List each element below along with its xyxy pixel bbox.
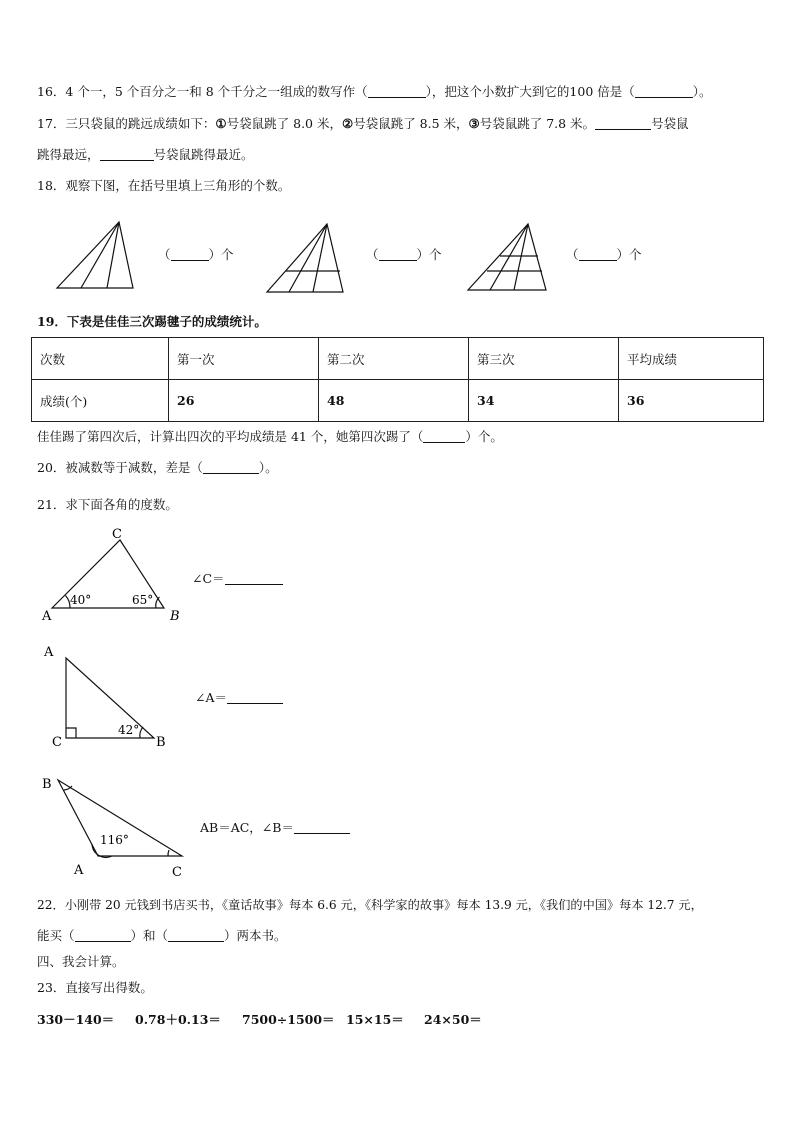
q16-blank-1[interactable] (368, 85, 426, 98)
t1-answer-label: ∠C＝ (192, 571, 225, 586)
t3-answer-label: AB＝AC，∠B＝ (200, 820, 294, 835)
table-header-row (32, 338, 764, 380)
q19-follow-a: 佳佳踢了第四次后，计算出四次的平均成绩是 41 个，她第四次踢了（ (37, 429, 424, 444)
q18-paren-close-3: ）个 (616, 247, 642, 262)
q18-blank-3[interactable] (579, 248, 617, 261)
q18-answer-3 (566, 245, 642, 263)
q21-answer-1 (192, 569, 283, 587)
table-header-cell: 第三次 (469, 338, 619, 380)
q20-text-a: 20．被减数等于减数，差是（ (37, 460, 203, 475)
q23-calculations (37, 1011, 754, 1029)
table-cell: 26 (169, 380, 319, 422)
t1-label-c: C (112, 527, 122, 542)
calc-item: 7500÷1500＝ (242, 1012, 335, 1027)
t2-label-a: A (44, 645, 54, 660)
question-17-line-1 (37, 115, 754, 133)
table-cell: 34 (469, 380, 619, 422)
q17-line2-b: 号袋鼠跳得最近。 (153, 147, 254, 162)
question-21-title: 21．求下面各角的度数。 (37, 497, 178, 512)
table-header-cell: 第二次 (319, 338, 469, 380)
q22-text-b: ）和（ (130, 928, 169, 943)
table-header-cell: 次数 (32, 338, 169, 380)
q18-paren-open-1: （ (158, 247, 171, 262)
q18-answer-1 (158, 245, 234, 263)
t1-label-a: A (42, 609, 52, 624)
question-19-title: 19．下表是佳佳三次踢毽子的成绩统计。 (37, 314, 267, 329)
q18-paren-open-2: （ (366, 247, 379, 262)
q18-figure-2 (265, 222, 347, 294)
question-23-title: 23．直接写出得数。 (37, 980, 153, 995)
q18-paren-close-2: ）个 (416, 247, 442, 262)
q16-text-b: ），把这个小数扩大到它的100 倍是（ (425, 84, 635, 99)
question-22-line-1: 22．小刚带 20 元钱到书店买书，《童话故事》每本 6.6 元，《科学家的故事》每本 13.9 元，《我们的中国》每本 12.7 元， (37, 898, 703, 912)
q17-circled-3: ③ (468, 116, 480, 131)
q22-blank-1[interactable] (75, 929, 131, 942)
q17-text-4: 号袋鼠 (651, 116, 689, 131)
q18-paren-close-1: ）个 (208, 247, 234, 262)
t3-answer-blank[interactable] (294, 821, 350, 834)
calc-item: 15×15＝ (346, 1012, 404, 1027)
t3-angle-a: 116° (100, 833, 129, 847)
t2-angle-b: 42° (118, 723, 140, 737)
t1-answer-blank[interactable] (225, 572, 283, 585)
q17-line2-a: 跳得最远， (37, 147, 100, 162)
q22-text-c: ）两本书。 (224, 928, 287, 943)
q16-text-c: ）。 (692, 84, 712, 99)
q17-circled-1: ① (215, 116, 227, 131)
t3-label-c: C (172, 865, 182, 880)
question-18-title: 18．观察下图，在括号里填上三角形的个数。 (37, 178, 291, 193)
table-row-label: 成绩(个) (32, 380, 169, 422)
t2-label-c: C (52, 735, 62, 750)
table-cell: 36 (619, 380, 764, 422)
q17-text-3: 号袋鼠跳了 7.8 米。 (479, 116, 596, 131)
calc-item: 0.78＋0.13＝ (135, 1012, 221, 1027)
q21-triangle-1 (38, 524, 188, 624)
table-header-cell: 第一次 (169, 338, 319, 380)
q16-text-a: 16．4 个一，5 个百分之一和 8 个千分之一组成的数写作（ (37, 84, 368, 99)
question-19-followup (37, 428, 754, 446)
q18-blank-2[interactable] (379, 248, 417, 261)
t1-angle-b: 65° (132, 593, 154, 607)
q21-triangle-3 (38, 772, 198, 882)
q17-text-2: 号袋鼠跳了 8.5 米， (353, 116, 469, 131)
t1-label-b: B (170, 609, 180, 624)
q18-blank-1[interactable] (171, 248, 209, 261)
q18-answer-2 (366, 245, 442, 263)
q22-blank-2[interactable] (168, 929, 224, 942)
question-17-line-2 (37, 146, 754, 164)
q19-blank[interactable] (423, 430, 465, 443)
q17-intro: 17．三只袋鼠的跳远成绩如下： (37, 116, 216, 131)
question-20 (37, 459, 754, 477)
q21-answer-3 (200, 818, 350, 836)
q18-figure-1 (55, 220, 135, 290)
q21-answer-2 (195, 688, 283, 706)
section-4-title: 四、我会计算。 (37, 954, 125, 969)
calc-item: 330－140＝ (37, 1012, 115, 1027)
t2-answer-blank[interactable] (227, 691, 283, 704)
table-cell: 48 (319, 380, 469, 422)
q17-blank-2[interactable] (100, 148, 154, 161)
q19-follow-b: ）个。 (465, 429, 503, 444)
q20-blank[interactable] (203, 461, 259, 474)
t3-label-a: A (74, 863, 84, 878)
t1-angle-a: 40° (70, 593, 92, 607)
calc-item: 24×50＝ (424, 1012, 482, 1027)
q17-circled-2: ② (341, 116, 354, 131)
t2-answer-label: ∠A＝ (195, 690, 228, 705)
t2-label-b: B (156, 735, 166, 750)
q17-text-1: 号袋鼠跳了 8.0 米， (226, 116, 342, 131)
q22-text-a: 能买（ (37, 928, 75, 943)
question-22-line-2 (37, 927, 754, 945)
q17-blank-1[interactable] (595, 117, 651, 130)
question-16 (37, 83, 754, 101)
q18-paren-open-3: （ (566, 247, 579, 262)
q16-blank-2[interactable] (635, 85, 693, 98)
t3-label-b: B (42, 777, 52, 792)
q21-triangle-2 (40, 642, 180, 752)
score-table (31, 337, 764, 422)
q18-figure-3 (466, 222, 548, 294)
table-header-cell: 平均成绩 (619, 338, 764, 380)
q20-text-b: ）。 (258, 460, 278, 475)
table-row (32, 380, 764, 422)
